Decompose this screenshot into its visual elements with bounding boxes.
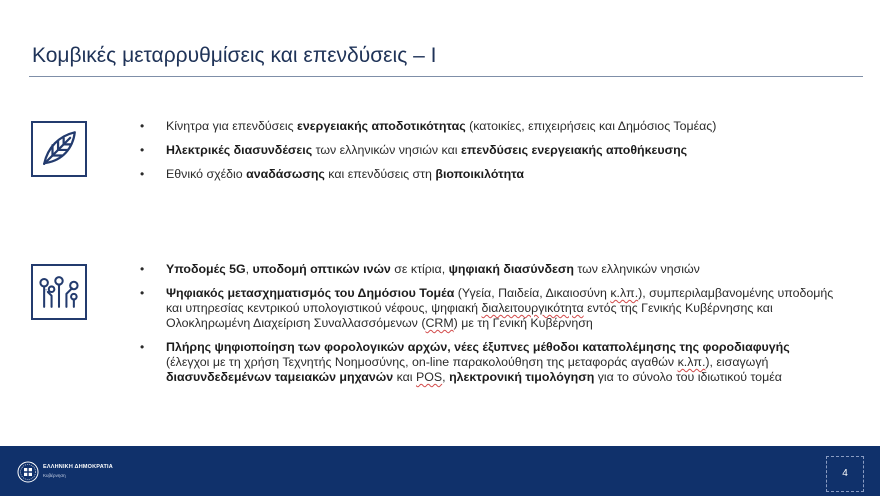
bullet-text: Εθνικό σχέδιο	[166, 167, 247, 181]
bullet-text: ), εισαγωγή	[705, 355, 769, 369]
bullet-text: ) με τη Γενική Κυβέρνηση	[453, 316, 593, 330]
bullet-text: Κίνητρα για επενδύσεις	[166, 119, 298, 133]
greek-emblem-icon	[17, 461, 39, 483]
bullet-text: ), συμπεριλαμβανομένης υποδομής και υπηρεσίας κεντρικού υπολογιστικού νέφους, ψηφιακή	[166, 286, 834, 315]
bullet-text: εντός της Γενικής Κυβέρνησης και Ολοκληρωμένη Διαχείριση Συναλλασσόμενων (	[166, 301, 773, 330]
page-number-box	[826, 456, 864, 492]
bullet-bold-text: ηλεκτρονική τιμολόγηση	[449, 370, 595, 384]
bullet-text: (κατοικίες, επιχειρήσεις και Δημόσιος Τομέας)	[465, 119, 717, 133]
bullet-bold-text: Πλήρης ψηφιοποίηση των φορολογικών αρχών, νέες έξυπνες μέθοδοι καταπολέμησης της φοροδιαφυγής	[166, 340, 790, 354]
section2-bullet-list	[136, 262, 836, 394]
section1-bullet-list	[136, 119, 856, 191]
bullet-bold-text: ψηφιακή διασύνδεση	[448, 262, 574, 276]
bullet-text: διαλειτουργικότητα	[481, 301, 584, 315]
bullet-item	[136, 286, 836, 331]
footer-bar	[0, 446, 880, 496]
slide-title: Κομβικές μεταρρυθμίσεις και επενδύσεις – Ι	[32, 44, 437, 67]
title-divider	[29, 76, 863, 77]
bullet-text: και επενδύσεις στη	[324, 167, 436, 181]
bullet-bold-text: επενδύσεις ενεργειακής αποθήκευσης	[460, 143, 688, 157]
bullet-bold-text: βιοποικιλότητα	[435, 167, 524, 181]
bullet-text: για το σύνολο του ιδιωτικού τομέα	[594, 370, 782, 384]
bullet-item	[136, 262, 836, 277]
bullet-item	[136, 167, 856, 182]
bullet-text: και	[393, 370, 416, 384]
government-subtitle: Κυβέρνηση	[43, 473, 66, 478]
bullet-bold-text: αναδάσωσης	[246, 167, 325, 181]
bullet-text: σε κτίρια,	[390, 262, 449, 276]
page-number: 4	[842, 468, 848, 479]
bullet-text: POS	[416, 370, 443, 384]
bullet-text: ,	[442, 370, 450, 384]
bullet-bold-text: Ψηφιακός μετασχηματισμός του Δημόσιου Τομέα	[166, 286, 455, 300]
bullet-text: κ.λπ.	[610, 286, 639, 300]
bullet-bold-text: Υποδομές 5G	[166, 262, 246, 276]
bullet-item	[136, 119, 856, 134]
bullet-item	[136, 340, 836, 385]
bullet-bold-text: διασυνδεδεμένων ταμειακών μηχανών	[166, 370, 394, 384]
bullet-bold-text: Ηλεκτρικές διασυνδέσεις	[166, 143, 313, 157]
bullet-text: ,	[245, 262, 253, 276]
bullet-bold-text: υποδομή οπτικών ινών	[252, 262, 391, 276]
bullet-text: (έλεγχοι με τη χρήση Τεχνητής Νοημοσύνης, on-line παρακολούθηση της μεταφοράς αγαθών	[166, 355, 678, 369]
bullet-text: (Υγεία, Παιδεία, Δικαιοσύνη	[454, 286, 611, 300]
bullet-item	[136, 143, 856, 158]
circuit-icon	[31, 264, 87, 320]
bullet-text: των ελληνικών νησιών και	[312, 143, 461, 157]
bullet-bold-text: ενεργειακής αποδοτικότητας	[297, 119, 466, 133]
bullet-text: κ.λπ.	[677, 355, 706, 369]
bullet-text: CRM	[425, 316, 454, 330]
leaf-icon	[31, 121, 87, 177]
bullet-text: των ελληνικών νησιών	[573, 262, 700, 276]
government-name: ΕΛΛΗΝΙΚΗ ΔΗΜΟΚΡΑΤΙΑ	[43, 464, 113, 470]
